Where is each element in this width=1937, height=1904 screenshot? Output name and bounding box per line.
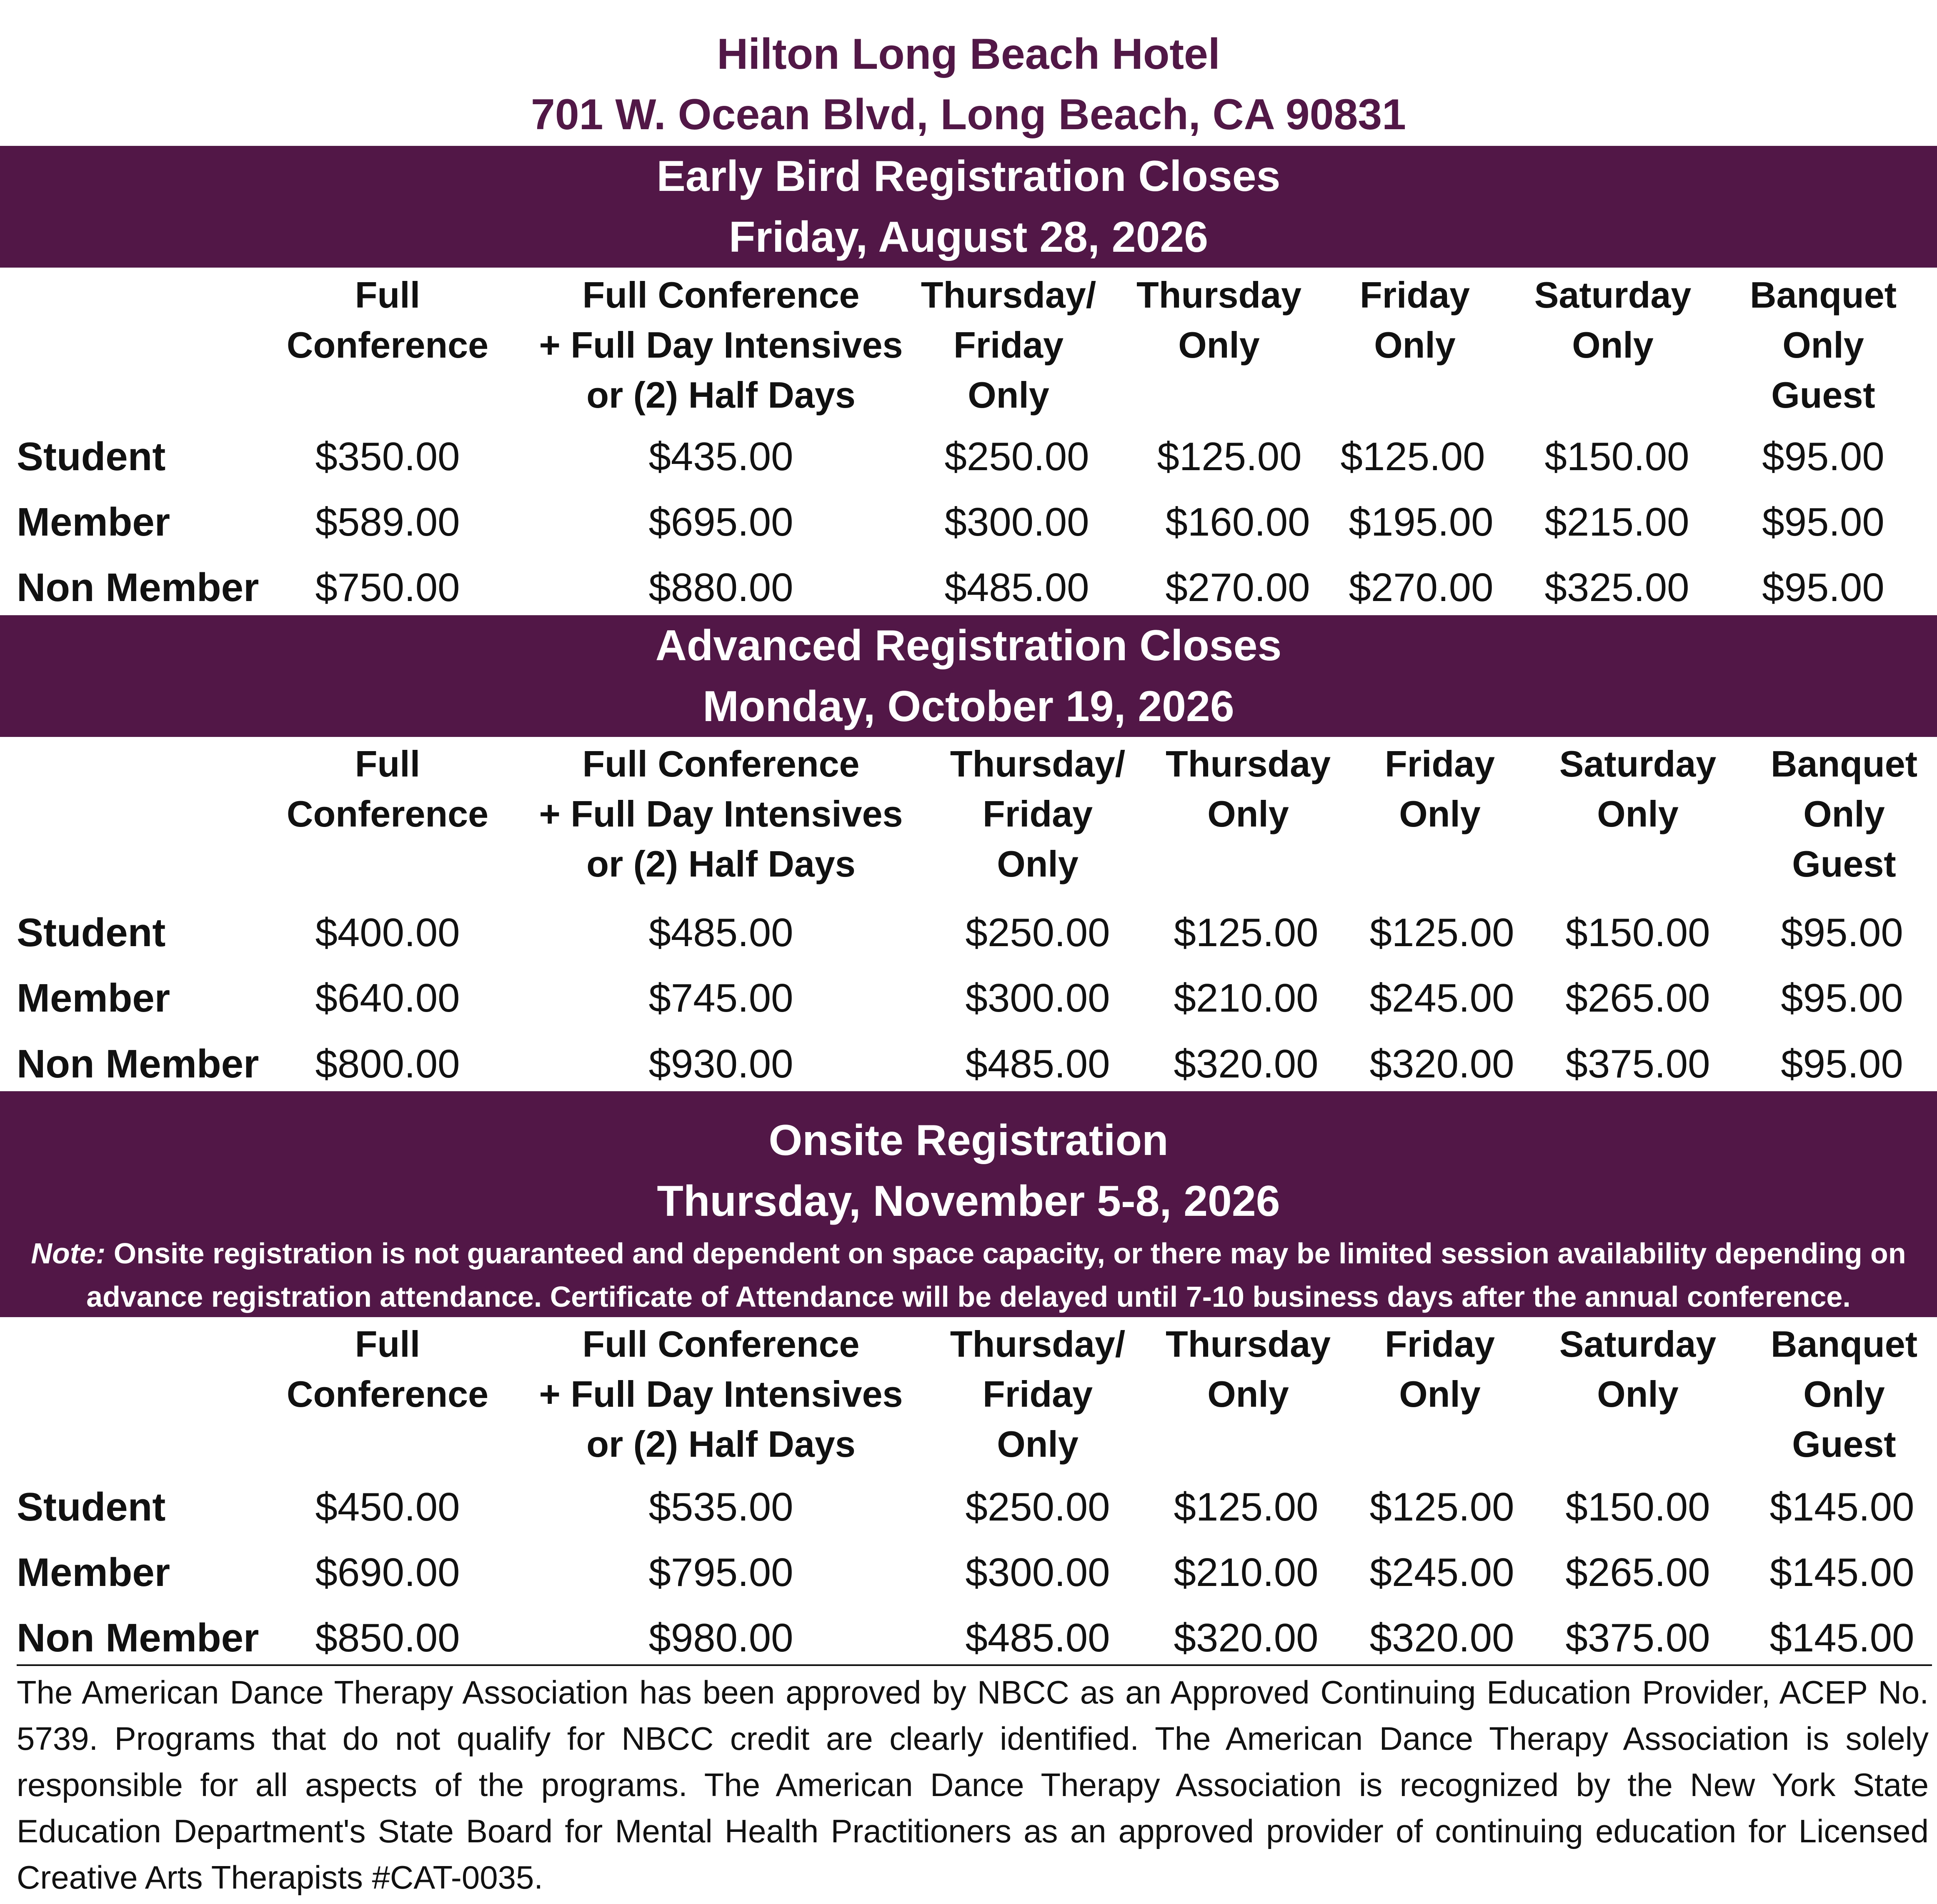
col-header-thursday-friday: Thursday/ Friday Only <box>950 743 1126 884</box>
price-cell: $850.00 <box>315 1616 460 1660</box>
price-cell: $375.00 <box>1565 1616 1710 1660</box>
col-header-thursday: Thursday Only <box>1165 1323 1331 1415</box>
footer-divider <box>17 1664 1932 1666</box>
price-cell: $125.00 <box>1174 910 1319 955</box>
col-header-full-conference: Full Conference <box>286 1323 489 1415</box>
price-cell: $125.00 <box>1174 1485 1319 1529</box>
col-header-thursday-friday: Thursday/ Friday Only <box>950 1323 1126 1465</box>
price-cell: $125.00 <box>1369 1485 1514 1529</box>
row-label-non-member: Non Member <box>17 1042 259 1086</box>
price-cell: $145.00 <box>1769 1485 1914 1529</box>
section-date: Monday, October 19, 2026 <box>703 682 1234 731</box>
price-cell: $690.00 <box>315 1550 460 1595</box>
price-cell: $589.00 <box>315 500 460 544</box>
price-cell: $245.00 <box>1369 1550 1514 1595</box>
price-cell: $485.00 <box>944 565 1089 610</box>
col-header-friday: Friday Only <box>1359 274 1470 366</box>
section-date: Friday, August 28, 2026 <box>728 213 1209 261</box>
onsite-note <box>0 1232 1937 1318</box>
price-cell: $125.00 <box>1157 434 1302 479</box>
row-label-non-member: Non Member <box>17 565 259 610</box>
price-cell: $930.00 <box>648 1042 793 1086</box>
venue-address: 701 W. Ocean Blvd, Long Beach, CA 90831 <box>531 90 1406 139</box>
note-text: Onsite registration is not guaranteed and dependent on space capacity, or there may be limited session availability depending on advance registration attendance. Certificate of Attendance will be delayed until 7-10 business days after the annual conference. <box>86 1237 1906 1313</box>
price-cell: $270.00 <box>1165 565 1310 610</box>
price-cell: $300.00 <box>965 1550 1110 1595</box>
price-cell: $745.00 <box>648 976 793 1020</box>
price-cell: $450.00 <box>315 1485 460 1529</box>
price-cell: $95.00 <box>1781 910 1903 955</box>
price-cell: $750.00 <box>315 565 460 610</box>
col-header-banquet: Banquet Only Guest <box>1771 1323 1917 1465</box>
price-cell: $485.00 <box>648 910 793 955</box>
price-cell: $150.00 <box>1544 434 1689 479</box>
col-header-saturday: Saturday Only <box>1534 274 1692 366</box>
price-cell: $800.00 <box>315 1042 460 1086</box>
price-cell: $95.00 <box>1762 500 1884 544</box>
price-cell: $980.00 <box>648 1616 793 1660</box>
price-cell: $250.00 <box>965 1485 1110 1529</box>
price-cell: $270.00 <box>1349 565 1494 610</box>
price-cell: $95.00 <box>1762 565 1884 610</box>
col-header-thursday: Thursday Only <box>1165 743 1331 834</box>
price-cell: $125.00 <box>1340 434 1485 479</box>
price-cell: $210.00 <box>1174 976 1319 1020</box>
price-cell: $160.00 <box>1165 500 1310 544</box>
price-cell: $300.00 <box>965 976 1110 1020</box>
col-header-banquet: Banquet Only Guest <box>1750 274 1897 416</box>
price-cell: $125.00 <box>1369 910 1514 955</box>
price-cell: $375.00 <box>1565 1042 1710 1086</box>
price-cell: $695.00 <box>648 500 793 544</box>
price-cell: $265.00 <box>1565 976 1710 1020</box>
col-header-full-conference: Full Conference <box>286 743 489 834</box>
price-cell: $210.00 <box>1174 1550 1319 1595</box>
row-label-member: Member <box>17 500 170 544</box>
col-header-friday: Friday Only <box>1384 743 1495 834</box>
col-header-thursday-friday: Thursday/ Friday Only <box>921 274 1096 416</box>
row-label-member: Member <box>17 976 170 1020</box>
price-cell: $150.00 <box>1565 1485 1710 1529</box>
price-cell: $535.00 <box>648 1485 793 1529</box>
venue-name: Hilton Long Beach Hotel <box>717 30 1220 78</box>
price-cell: $145.00 <box>1769 1550 1914 1595</box>
price-cell: $95.00 <box>1781 976 1903 1020</box>
price-cell: $640.00 <box>315 976 460 1020</box>
section-title: Advanced Registration Closes <box>655 621 1282 670</box>
price-cell: $95.00 <box>1781 1042 1903 1086</box>
early-bird-banner <box>0 146 1937 268</box>
onsite-banner <box>0 1091 1937 1317</box>
col-header-saturday: Saturday Only <box>1559 743 1717 834</box>
price-cell: $485.00 <box>965 1042 1110 1086</box>
row-label-student: Student <box>17 910 166 955</box>
price-cell: $320.00 <box>1174 1042 1319 1086</box>
col-header-saturday: Saturday Only <box>1559 1323 1717 1415</box>
price-cell: $245.00 <box>1369 976 1514 1020</box>
price-cell: $400.00 <box>315 910 460 955</box>
price-cell: $325.00 <box>1544 565 1689 610</box>
accreditation-statement: The American Dance Therapy Association has been approved by NBCC as an Approved Continuing Education Provider, ACEP No. 5739. Programs that do not qualify for NBCC credit are clearly identified. The American Dance Therapy Association is solely responsible for all aspects of the programs. The American Dance Therapy Association is recognized by the New York State Education Department's State Board for Mental Health Practitioners as an approved provider of continuing education for Licensed Creative Arts Therapists #CAT-0035. <box>17 1674 1929 1896</box>
price-cell: $150.00 <box>1565 910 1710 955</box>
section-title: Early Bird Registration Closes <box>656 152 1281 200</box>
section-title: Onsite Registration <box>768 1116 1169 1165</box>
price-cell: $350.00 <box>315 434 460 479</box>
price-cell: $320.00 <box>1369 1616 1514 1660</box>
col-header-full-plus-intensives: Full Conference + Full Day Intensives or (2) Half Days <box>539 1323 903 1465</box>
col-header-full-plus-intensives: Full Conference + Full Day Intensives or (2) Half Days <box>539 274 903 416</box>
row-label-non-member: Non Member <box>17 1616 259 1660</box>
col-header-full-conference: Full Conference <box>286 274 489 366</box>
row-label-member: Member <box>17 1550 170 1595</box>
price-cell: $265.00 <box>1565 1550 1710 1595</box>
row-label-student: Student <box>17 434 166 479</box>
price-cell: $145.00 <box>1769 1616 1914 1660</box>
price-cell: $250.00 <box>965 910 1110 955</box>
col-header-thursday: Thursday Only <box>1136 274 1302 366</box>
note-label: Note: <box>31 1237 106 1270</box>
price-cell: $485.00 <box>965 1616 1110 1660</box>
col-header-banquet: Banquet Only Guest <box>1771 743 1917 884</box>
row-label-student: Student <box>17 1485 166 1529</box>
section-date: Thursday, November 5-8, 2026 <box>657 1177 1280 1225</box>
price-cell: $795.00 <box>648 1550 793 1595</box>
price-cell: $880.00 <box>648 565 793 610</box>
price-cell: $95.00 <box>1762 434 1884 479</box>
price-cell: $250.00 <box>944 434 1089 479</box>
price-cell: $320.00 <box>1369 1042 1514 1086</box>
col-header-friday: Friday Only <box>1384 1323 1495 1415</box>
price-cell: $320.00 <box>1174 1616 1319 1660</box>
price-cell: $195.00 <box>1349 500 1494 544</box>
price-cell: $300.00 <box>944 500 1089 544</box>
advanced-banner <box>0 615 1937 737</box>
price-cell: $435.00 <box>648 434 793 479</box>
price-cell: $215.00 <box>1544 500 1689 544</box>
col-header-full-plus-intensives: Full Conference + Full Day Intensives or (2) Half Days <box>539 743 903 884</box>
